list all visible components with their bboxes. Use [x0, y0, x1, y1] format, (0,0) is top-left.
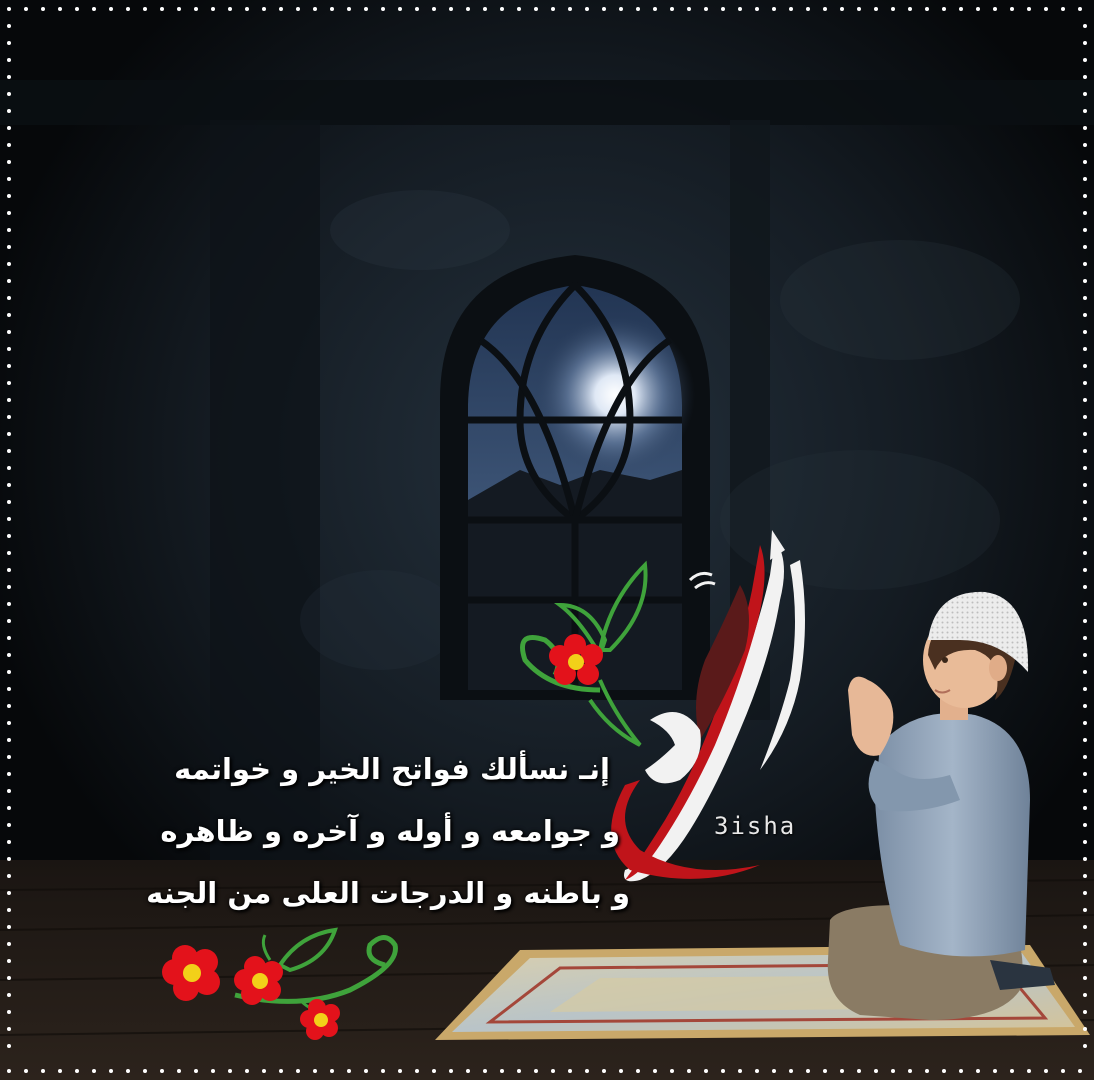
border-dot — [7, 585, 11, 589]
border-dot — [925, 1069, 929, 1073]
border-dot — [1083, 551, 1087, 555]
ceiling-beam — [0, 80, 1094, 125]
border-dot — [398, 7, 402, 11]
border-dot — [143, 7, 147, 11]
border-dot — [602, 1069, 606, 1073]
border-dot — [7, 1027, 11, 1031]
border-dot — [1083, 92, 1087, 96]
border-dot — [908, 7, 912, 11]
border-dot — [670, 1069, 674, 1073]
border-dot — [1083, 483, 1087, 487]
border-dot — [1078, 7, 1082, 11]
border-dot — [7, 551, 11, 555]
border-dot — [1083, 840, 1087, 844]
border-dot — [1083, 874, 1087, 878]
border-dot — [1083, 364, 1087, 368]
border-dot — [1083, 177, 1087, 181]
border-dot — [1083, 891, 1087, 895]
border-dot — [993, 7, 997, 11]
dua-line-2: و جوامعه و أوله و آخره و ظاهره — [160, 814, 620, 848]
border-dot — [296, 7, 300, 11]
border-dot — [704, 7, 708, 11]
border-dot — [1083, 687, 1087, 691]
border-dot — [58, 7, 62, 11]
border-dot — [653, 1069, 657, 1073]
border-dot — [41, 7, 45, 11]
border-dot — [7, 228, 11, 232]
border-dot — [7, 296, 11, 300]
border-dot — [7, 432, 11, 436]
border-dot — [772, 1069, 776, 1073]
border-dot — [1083, 534, 1087, 538]
border-dot — [619, 7, 623, 11]
border-dot — [1083, 245, 1087, 249]
border-dot — [92, 1069, 96, 1073]
border-dot — [1083, 347, 1087, 351]
border-dot — [262, 1069, 266, 1073]
border-dot — [976, 7, 980, 11]
border-dot — [568, 1069, 572, 1073]
border-dot — [704, 1069, 708, 1073]
border-dot — [840, 1069, 844, 1073]
border-dot — [7, 500, 11, 504]
border-dot — [1010, 7, 1014, 11]
border-dot — [1083, 194, 1087, 198]
border-dot — [1083, 24, 1087, 28]
border-dot — [7, 449, 11, 453]
border-dot — [330, 1069, 334, 1073]
border-dot — [1083, 942, 1087, 946]
border-dot — [1061, 1069, 1065, 1073]
border-dot — [109, 1069, 113, 1073]
border-dot — [7, 993, 11, 997]
border-dot — [7, 24, 11, 28]
border-dot — [1083, 381, 1087, 385]
border-dot — [177, 1069, 181, 1073]
border-dot — [925, 7, 929, 11]
border-dot — [959, 7, 963, 11]
border-dot — [7, 194, 11, 198]
border-dot — [1083, 75, 1087, 79]
border-dot — [7, 347, 11, 351]
border-dot — [1083, 738, 1087, 742]
border-dot — [1083, 228, 1087, 232]
border-dot — [296, 1069, 300, 1073]
border-dot — [7, 279, 11, 283]
border-dot — [806, 1069, 810, 1073]
border-dot — [262, 7, 266, 11]
border-dot — [7, 483, 11, 487]
border-dot — [126, 7, 130, 11]
border-dot — [585, 7, 589, 11]
border-dot — [942, 7, 946, 11]
border-dot — [1083, 415, 1087, 419]
border-dot — [1083, 789, 1087, 793]
border-dot — [58, 1069, 62, 1073]
border-dot — [891, 7, 895, 11]
border-dot — [755, 1069, 759, 1073]
border-dot — [1083, 211, 1087, 215]
border-dot — [7, 840, 11, 844]
border-dot — [1083, 500, 1087, 504]
border-dot — [738, 1069, 742, 1073]
border-dot — [177, 7, 181, 11]
border-dot — [7, 789, 11, 793]
border-dot — [1078, 1069, 1082, 1073]
border-dot — [466, 1069, 470, 1073]
border-dot — [7, 721, 11, 725]
border-dot — [7, 75, 11, 79]
border-dot — [398, 1069, 402, 1073]
border-dot — [1083, 925, 1087, 929]
border-dot — [755, 7, 759, 11]
border-dot — [7, 704, 11, 708]
border-dot — [738, 7, 742, 11]
border-dot — [1083, 1044, 1087, 1048]
border-dot — [1083, 636, 1087, 640]
border-dot — [313, 7, 317, 11]
border-dot — [1010, 1069, 1014, 1073]
border-dot — [7, 568, 11, 572]
border-dot — [364, 7, 368, 11]
border-dot — [1083, 670, 1087, 674]
border-dot — [7, 41, 11, 45]
border-dot — [483, 1069, 487, 1073]
border-dot — [7, 908, 11, 912]
border-dot — [1083, 857, 1087, 861]
border-dot — [7, 7, 11, 11]
border-dot — [959, 1069, 963, 1073]
border-dot — [347, 1069, 351, 1073]
border-dot — [1083, 823, 1087, 827]
border-dot — [857, 7, 861, 11]
border-dot — [636, 7, 640, 11]
border-dot — [41, 1069, 45, 1073]
border-dot — [7, 330, 11, 334]
border-dot — [7, 959, 11, 963]
border-dot — [381, 7, 385, 11]
border-dot — [245, 1069, 249, 1073]
border-dot — [993, 1069, 997, 1073]
border-dot — [1044, 7, 1048, 11]
border-dot — [891, 1069, 895, 1073]
border-dot — [160, 1069, 164, 1073]
border-dot — [1083, 109, 1087, 113]
border-dot — [7, 58, 11, 62]
border-dot — [126, 1069, 130, 1073]
border-dot — [7, 942, 11, 946]
border-dot — [7, 143, 11, 147]
border-dot — [687, 7, 691, 11]
border-dot — [1083, 704, 1087, 708]
border-dot — [1083, 432, 1087, 436]
border-dot — [75, 7, 79, 11]
border-dot — [7, 262, 11, 266]
border-dot — [789, 1069, 793, 1073]
border-dot — [7, 670, 11, 674]
border-dot — [7, 619, 11, 623]
border-dot — [211, 1069, 215, 1073]
dua-line-1: إنـ نسألك فواتح الخير و خواتمه — [174, 752, 610, 786]
border-dot — [1083, 41, 1087, 45]
border-dot — [908, 1069, 912, 1073]
border-dot — [7, 415, 11, 419]
border-dot — [7, 92, 11, 96]
border-dot — [602, 7, 606, 11]
border-dot — [1083, 517, 1087, 521]
border-dot — [228, 1069, 232, 1073]
arched-window — [440, 255, 710, 700]
border-dot — [466, 7, 470, 11]
border-dot — [1083, 653, 1087, 657]
border-dot — [24, 7, 28, 11]
border-dot — [279, 7, 283, 11]
border-dot — [245, 7, 249, 11]
dua-line-3: و باطنه و الدرجات العلى من الجنه — [146, 876, 630, 910]
border-dot — [823, 7, 827, 11]
border-dot — [1083, 619, 1087, 623]
border-dot — [1083, 806, 1087, 810]
border-dot — [636, 1069, 640, 1073]
border-dot — [143, 1069, 147, 1073]
border-dot — [7, 636, 11, 640]
border-dot — [7, 687, 11, 691]
border-dot — [7, 1069, 11, 1073]
border-dot — [7, 891, 11, 895]
border-dot — [449, 7, 453, 11]
border-dot — [517, 1069, 521, 1073]
border-dot — [160, 7, 164, 11]
border-dot — [1027, 1069, 1031, 1073]
border-dot — [432, 1069, 436, 1073]
border-dot — [789, 7, 793, 11]
border-dot — [1027, 7, 1031, 11]
border-dot — [1044, 1069, 1048, 1073]
border-dot — [109, 7, 113, 11]
border-dot — [874, 7, 878, 11]
border-dot — [585, 1069, 589, 1073]
border-dot — [7, 874, 11, 878]
border-dot — [534, 1069, 538, 1073]
signature: 3isha — [714, 812, 797, 840]
border-dot — [874, 1069, 878, 1073]
border-dot — [415, 7, 419, 11]
border-dot — [721, 1069, 725, 1073]
border-dot — [1083, 755, 1087, 759]
border-dot — [976, 1069, 980, 1073]
border-dot — [1083, 160, 1087, 164]
border-dot — [551, 1069, 555, 1073]
border-dot — [1083, 568, 1087, 572]
border-dot — [194, 1069, 198, 1073]
border-dot — [1083, 296, 1087, 300]
border-dot — [1083, 262, 1087, 266]
border-dot — [823, 1069, 827, 1073]
border-dot — [432, 7, 436, 11]
border-dot — [670, 7, 674, 11]
border-dot — [568, 7, 572, 11]
border-dot — [7, 653, 11, 657]
border-dot — [1083, 908, 1087, 912]
border-dot — [7, 160, 11, 164]
border-dot — [7, 109, 11, 113]
border-dot — [7, 806, 11, 810]
border-dot — [840, 7, 844, 11]
border-dot — [279, 1069, 283, 1073]
border-dot — [1083, 585, 1087, 589]
border-dot — [1083, 1027, 1087, 1031]
border-dot — [92, 7, 96, 11]
border-dot — [551, 7, 555, 11]
border-dot — [7, 772, 11, 776]
border-dot — [228, 7, 232, 11]
border-dot — [1083, 959, 1087, 963]
border-dot — [1083, 772, 1087, 776]
border-dot — [7, 823, 11, 827]
border-dot — [330, 7, 334, 11]
border-dot — [500, 1069, 504, 1073]
border-dot — [7, 126, 11, 130]
border-dot — [1083, 449, 1087, 453]
border-dot — [7, 755, 11, 759]
border-dot — [1083, 313, 1087, 317]
border-dot — [7, 976, 11, 980]
border-dot — [483, 7, 487, 11]
border-dot — [449, 1069, 453, 1073]
border-dot — [1083, 398, 1087, 402]
border-dot — [24, 1069, 28, 1073]
border-dot — [1083, 993, 1087, 997]
border-dot — [517, 7, 521, 11]
border-dot — [7, 738, 11, 742]
border-dot — [7, 1044, 11, 1048]
border-dot — [7, 364, 11, 368]
border-dot — [1083, 602, 1087, 606]
border-dot — [687, 1069, 691, 1073]
border-dot — [7, 1010, 11, 1014]
border-dot — [534, 7, 538, 11]
border-dot — [721, 7, 725, 11]
border-dot — [7, 466, 11, 470]
border-dot — [857, 1069, 861, 1073]
border-dot — [7, 857, 11, 861]
border-dot — [7, 925, 11, 929]
border-dot — [1083, 126, 1087, 130]
border-dot — [211, 7, 215, 11]
border-dot — [1083, 1010, 1087, 1014]
border-dot — [194, 7, 198, 11]
border-dot — [75, 1069, 79, 1073]
border-dot — [1083, 976, 1087, 980]
border-dot — [1083, 143, 1087, 147]
border-dot — [1083, 279, 1087, 283]
border-dot — [381, 1069, 385, 1073]
border-dot — [7, 313, 11, 317]
border-dot — [806, 7, 810, 11]
border-dot — [500, 7, 504, 11]
border-dot — [1083, 466, 1087, 470]
border-dot — [415, 1069, 419, 1073]
border-dot — [7, 211, 11, 215]
border-dot — [313, 1069, 317, 1073]
border-dot — [7, 534, 11, 538]
border-dot — [7, 177, 11, 181]
border-dot — [347, 7, 351, 11]
border-dot — [1083, 58, 1087, 62]
border-dot — [1083, 721, 1087, 725]
border-dot — [7, 517, 11, 521]
border-dot — [7, 381, 11, 385]
border-dot — [7, 245, 11, 249]
border-dot — [942, 1069, 946, 1073]
border-dot — [653, 7, 657, 11]
border-dot — [619, 1069, 623, 1073]
border-dot — [364, 1069, 368, 1073]
border-dot — [1061, 7, 1065, 11]
border-dot — [7, 602, 11, 606]
border-dot — [1083, 330, 1087, 334]
border-dot — [7, 398, 11, 402]
border-dot — [772, 7, 776, 11]
